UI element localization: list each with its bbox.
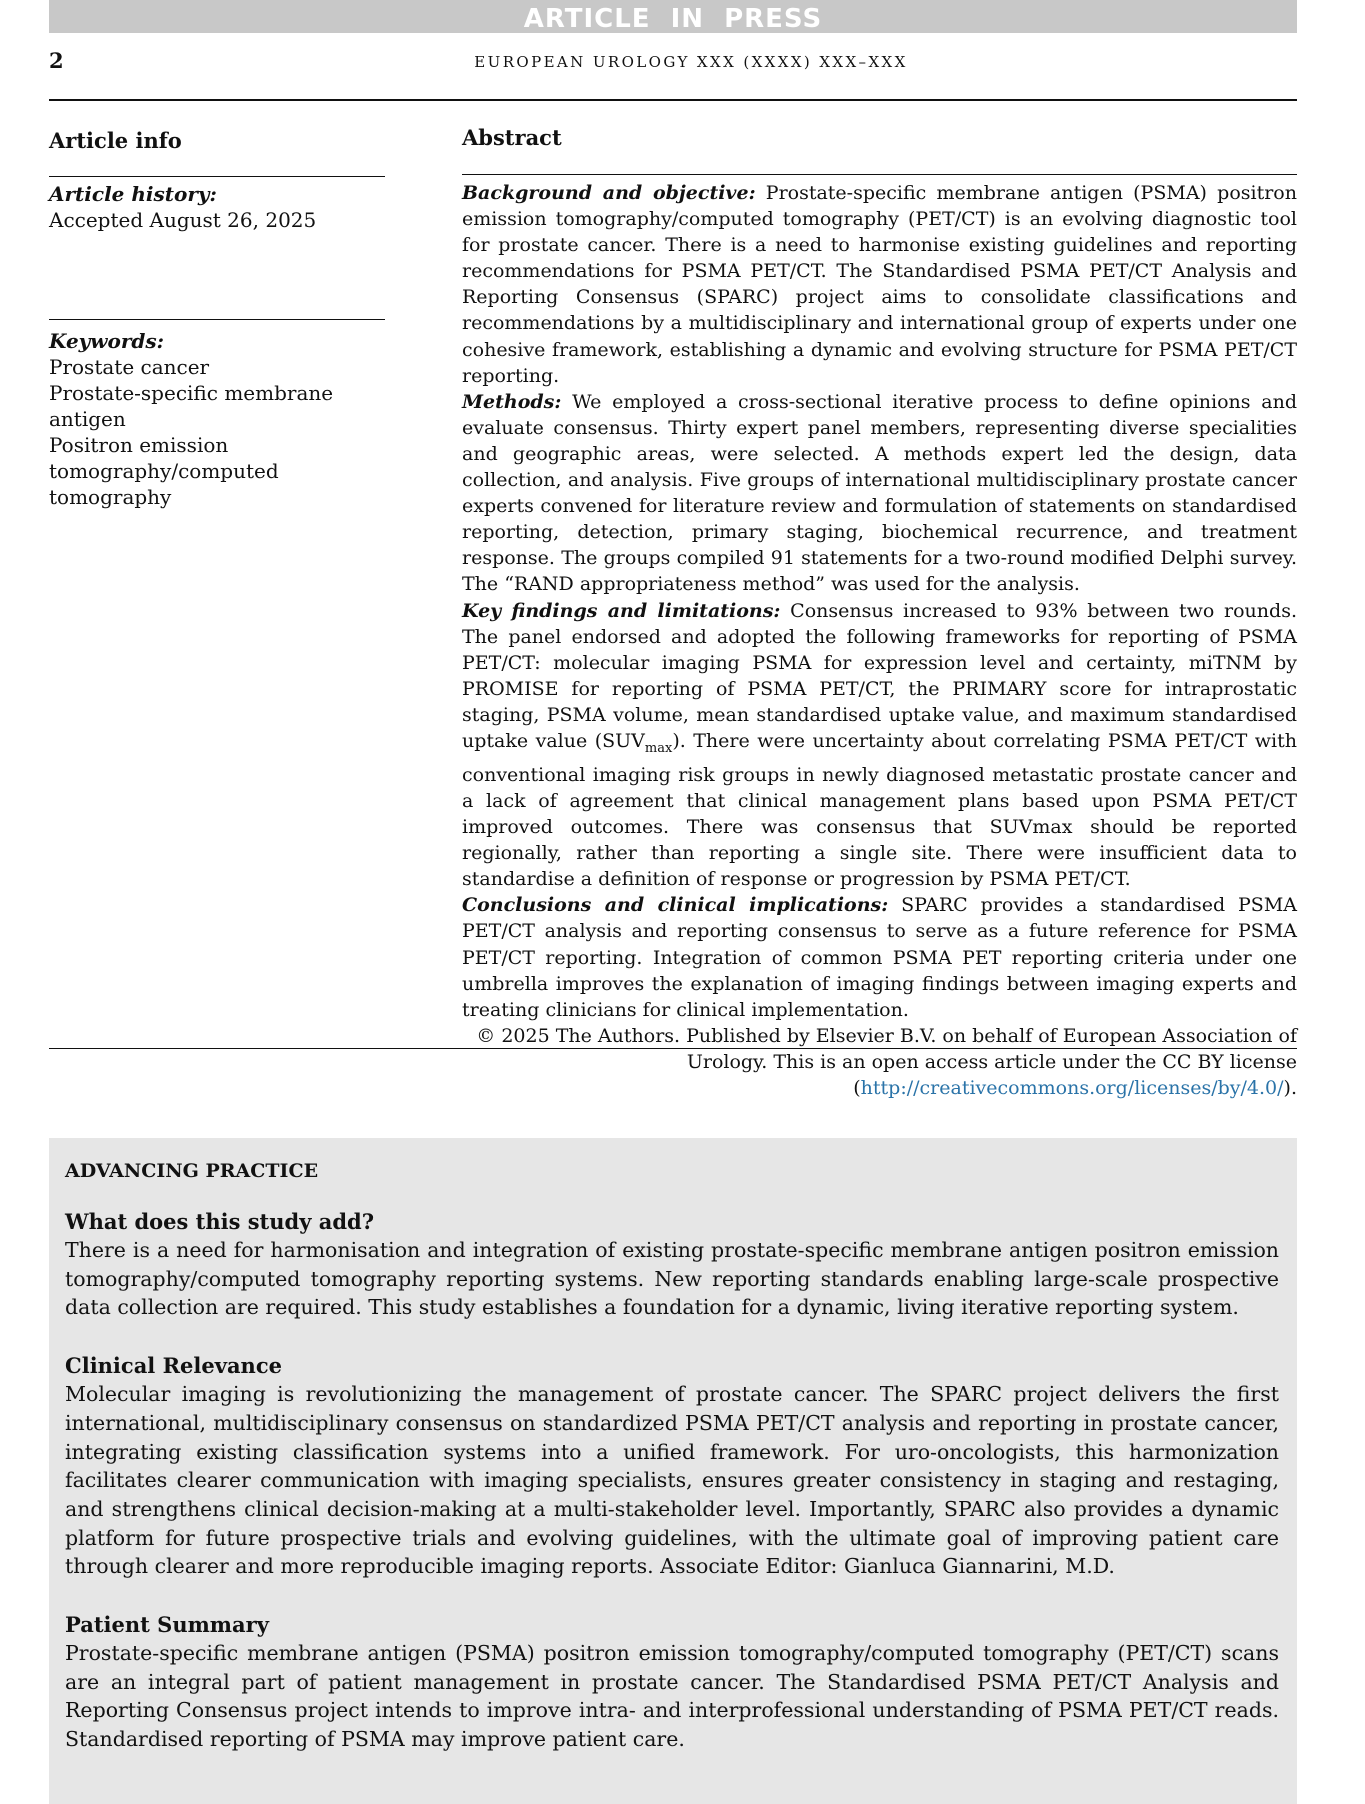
abstract-bottom-divider xyxy=(49,1048,1297,1049)
abstract-title: Abstract xyxy=(462,125,562,150)
findings-label: Key findings and limitations: xyxy=(462,599,781,622)
article-info-column xyxy=(49,126,385,510)
abstract-conclusions xyxy=(462,892,1297,1022)
keyword-item: Prostate-specific membrane antigen xyxy=(49,381,334,431)
study-adds-heading: What does this study add? xyxy=(65,1209,375,1234)
conclusions-text: SPARC provides a standardised PSMA PET/CT analysis and reporting consensus to serve as a future reference for PSMA PET/CT reporting. Integration of common PSMA PET reporting criteria under one umbrella improves the explanation of imaging findings between imaging experts and treating clinicians for clinical implementation. xyxy=(462,894,1297,1021)
findings-text-continued: ). There were uncertainty about correlating PSMA PET/CT with conventional imaging risk groups in newly diagnosed metastatic prostate cancer and a lack of agreement that clinical management plans based upon PSMA PET/CT improved outcomes. There was consensus that SUVmax should be reported regionally, rather than reporting a single site. There were insufficient data to standardise a definition of response or progression by PSMA PET/CT. xyxy=(462,729,1298,891)
article-history-label: Article history: xyxy=(49,182,217,206)
clinical-relevance-text: Molecular imaging is revolutionizing the management of prostate cancer. The SPARC project delivers the first international, multidisciplinary consensus on standardized PSMA PET/CT analysis and reporting in prostate cancer, integrating existing classification systems into a unified framework. For uro-oncologists, this harmonization facilitates clearer communication with imaging specialists, ensures greater consistency in staging and restaging, and strengthens clinical decision-making at a multi-stakeholder level. Importantly, SPARC also provides a dynamic platform for future prospective trials and evolving guidelines, with the ultimate goal of improving patient care through clearer and more reproducible imaging reports. Associate Editor: Gianluca Giannarini, M.D. xyxy=(65,1382,1279,1579)
study-adds-text: There is a need for harmonisation and integration of existing prostate-specific membrane antigen positron emission tomography/computed tomography reporting systems. New reporting standards enabling large-scale prospective data collection are required. This study establishes a foundation for a dynamic, living iterative reporting system. xyxy=(65,1238,1279,1320)
clinical-relevance-heading: Clinical Relevance xyxy=(65,1353,282,1379)
keywords-divider xyxy=(49,319,385,320)
abstract-divider xyxy=(462,174,1297,175)
abstract-column xyxy=(462,123,1297,1101)
methods-text: We employed a cross-sectional iterative process to define opinions and evaluate consensus. Thirty expert panel members, representing diverse specialities and geographic areas, were selected. A methods expert led the design, data collection, and analysis. Five groups of international multidisciplinary prostate cancer experts convened for literature review and formulation of statements on standardised reporting, detection, primary staging, biochemical recurrence, and treatment response. The groups compiled 91 statements for a two-round modified Delphi survey. The “RAND appropriateness method” was used for the analysis. xyxy=(462,390,1297,596)
advancing-practice-box xyxy=(49,1138,1297,1804)
journal-running-head: EUROPEAN UROLOGY XXX (XXXX) XXX–XXX xyxy=(474,53,908,71)
findings-text: Consensus increased to 93% between two rounds. The panel endorsed and adopted the following frameworks for reporting of PSMA PET/CT: molecular imaging PSMA for expression level and certainty, miTNM by PROMISE for reporting of PSMA PET/CT, the PRIMARY score for intraprostatic staging, PSMA volume, mean standardised uptake value, and maximum standardised uptake value (SUV xyxy=(462,599,1297,752)
copyright-notice xyxy=(462,1023,1297,1101)
abstract-background xyxy=(462,180,1297,389)
abstract-body xyxy=(462,180,1297,1101)
conclusions-label: Conclusions and clinical implications: xyxy=(462,894,889,917)
license-link[interactable]: http://creativecommons.org/licenses/by/4.0/ xyxy=(860,1076,1284,1099)
methods-label: Methods: xyxy=(462,390,562,413)
patient-summary-heading: Patient Summary xyxy=(65,1612,269,1638)
findings-subscript: max xyxy=(644,740,673,756)
keyword-item: Positron emission tomography/computed tomography xyxy=(49,433,279,509)
page-number: 2 xyxy=(49,48,64,73)
article-in-press-banner: ARTICLE IN PRESS xyxy=(49,0,1297,33)
article-info-divider xyxy=(49,176,385,177)
keywords-label: Keywords: xyxy=(49,329,165,353)
advancing-practice-title: ADVANCING PRACTICE xyxy=(65,1160,319,1182)
patient-summary-text: Prostate-specific membrane antigen (PSMA) positron emission tomography/computed tomography (PET/CT) scans are an integral part of patient management in prostate cancer. The Standardised PSMA PET/CT Analysis and Reporting Consensus project intends to improve intra- and interprofessional understanding of PSMA PET/CT reads. Standardised reporting of PSMA may improve patient care. xyxy=(65,1641,1279,1752)
article-info-title: Article info xyxy=(49,128,182,153)
copyright-end: ). xyxy=(1283,1076,1297,1099)
header-divider xyxy=(49,99,1297,101)
abstract-methods xyxy=(462,389,1297,598)
keyword-item: Prostate cancer xyxy=(49,355,210,379)
abstract-findings xyxy=(462,598,1297,893)
background-label: Background and objective: xyxy=(462,182,756,204)
copyright-text: © 2025 The Authors. Published by Elsevier B.V. on behalf of European Association of Urology. This is an open access article under the CC BY license ( xyxy=(476,1024,1297,1099)
article-history-value: Accepted August 26, 2025 xyxy=(49,208,317,232)
background-text: Prostate-specific membrane antigen (PSMA) positron emission tomography/computed tomography (PET/CT) is an evolving diagnostic tool for prostate cancer. There is a need to harmonise existing guidelines and reporting recommendations for PSMA PET/CT. The Standardised PSMA PET/CT Analysis and Reporting Consensus (SPARC) project aims to consolidate classifications and recommendations by a multidisciplinary and international group of experts under one cohesive framework, establishing a dynamic and evolving structure for PSMA PET/CT reporting. xyxy=(462,182,1297,387)
